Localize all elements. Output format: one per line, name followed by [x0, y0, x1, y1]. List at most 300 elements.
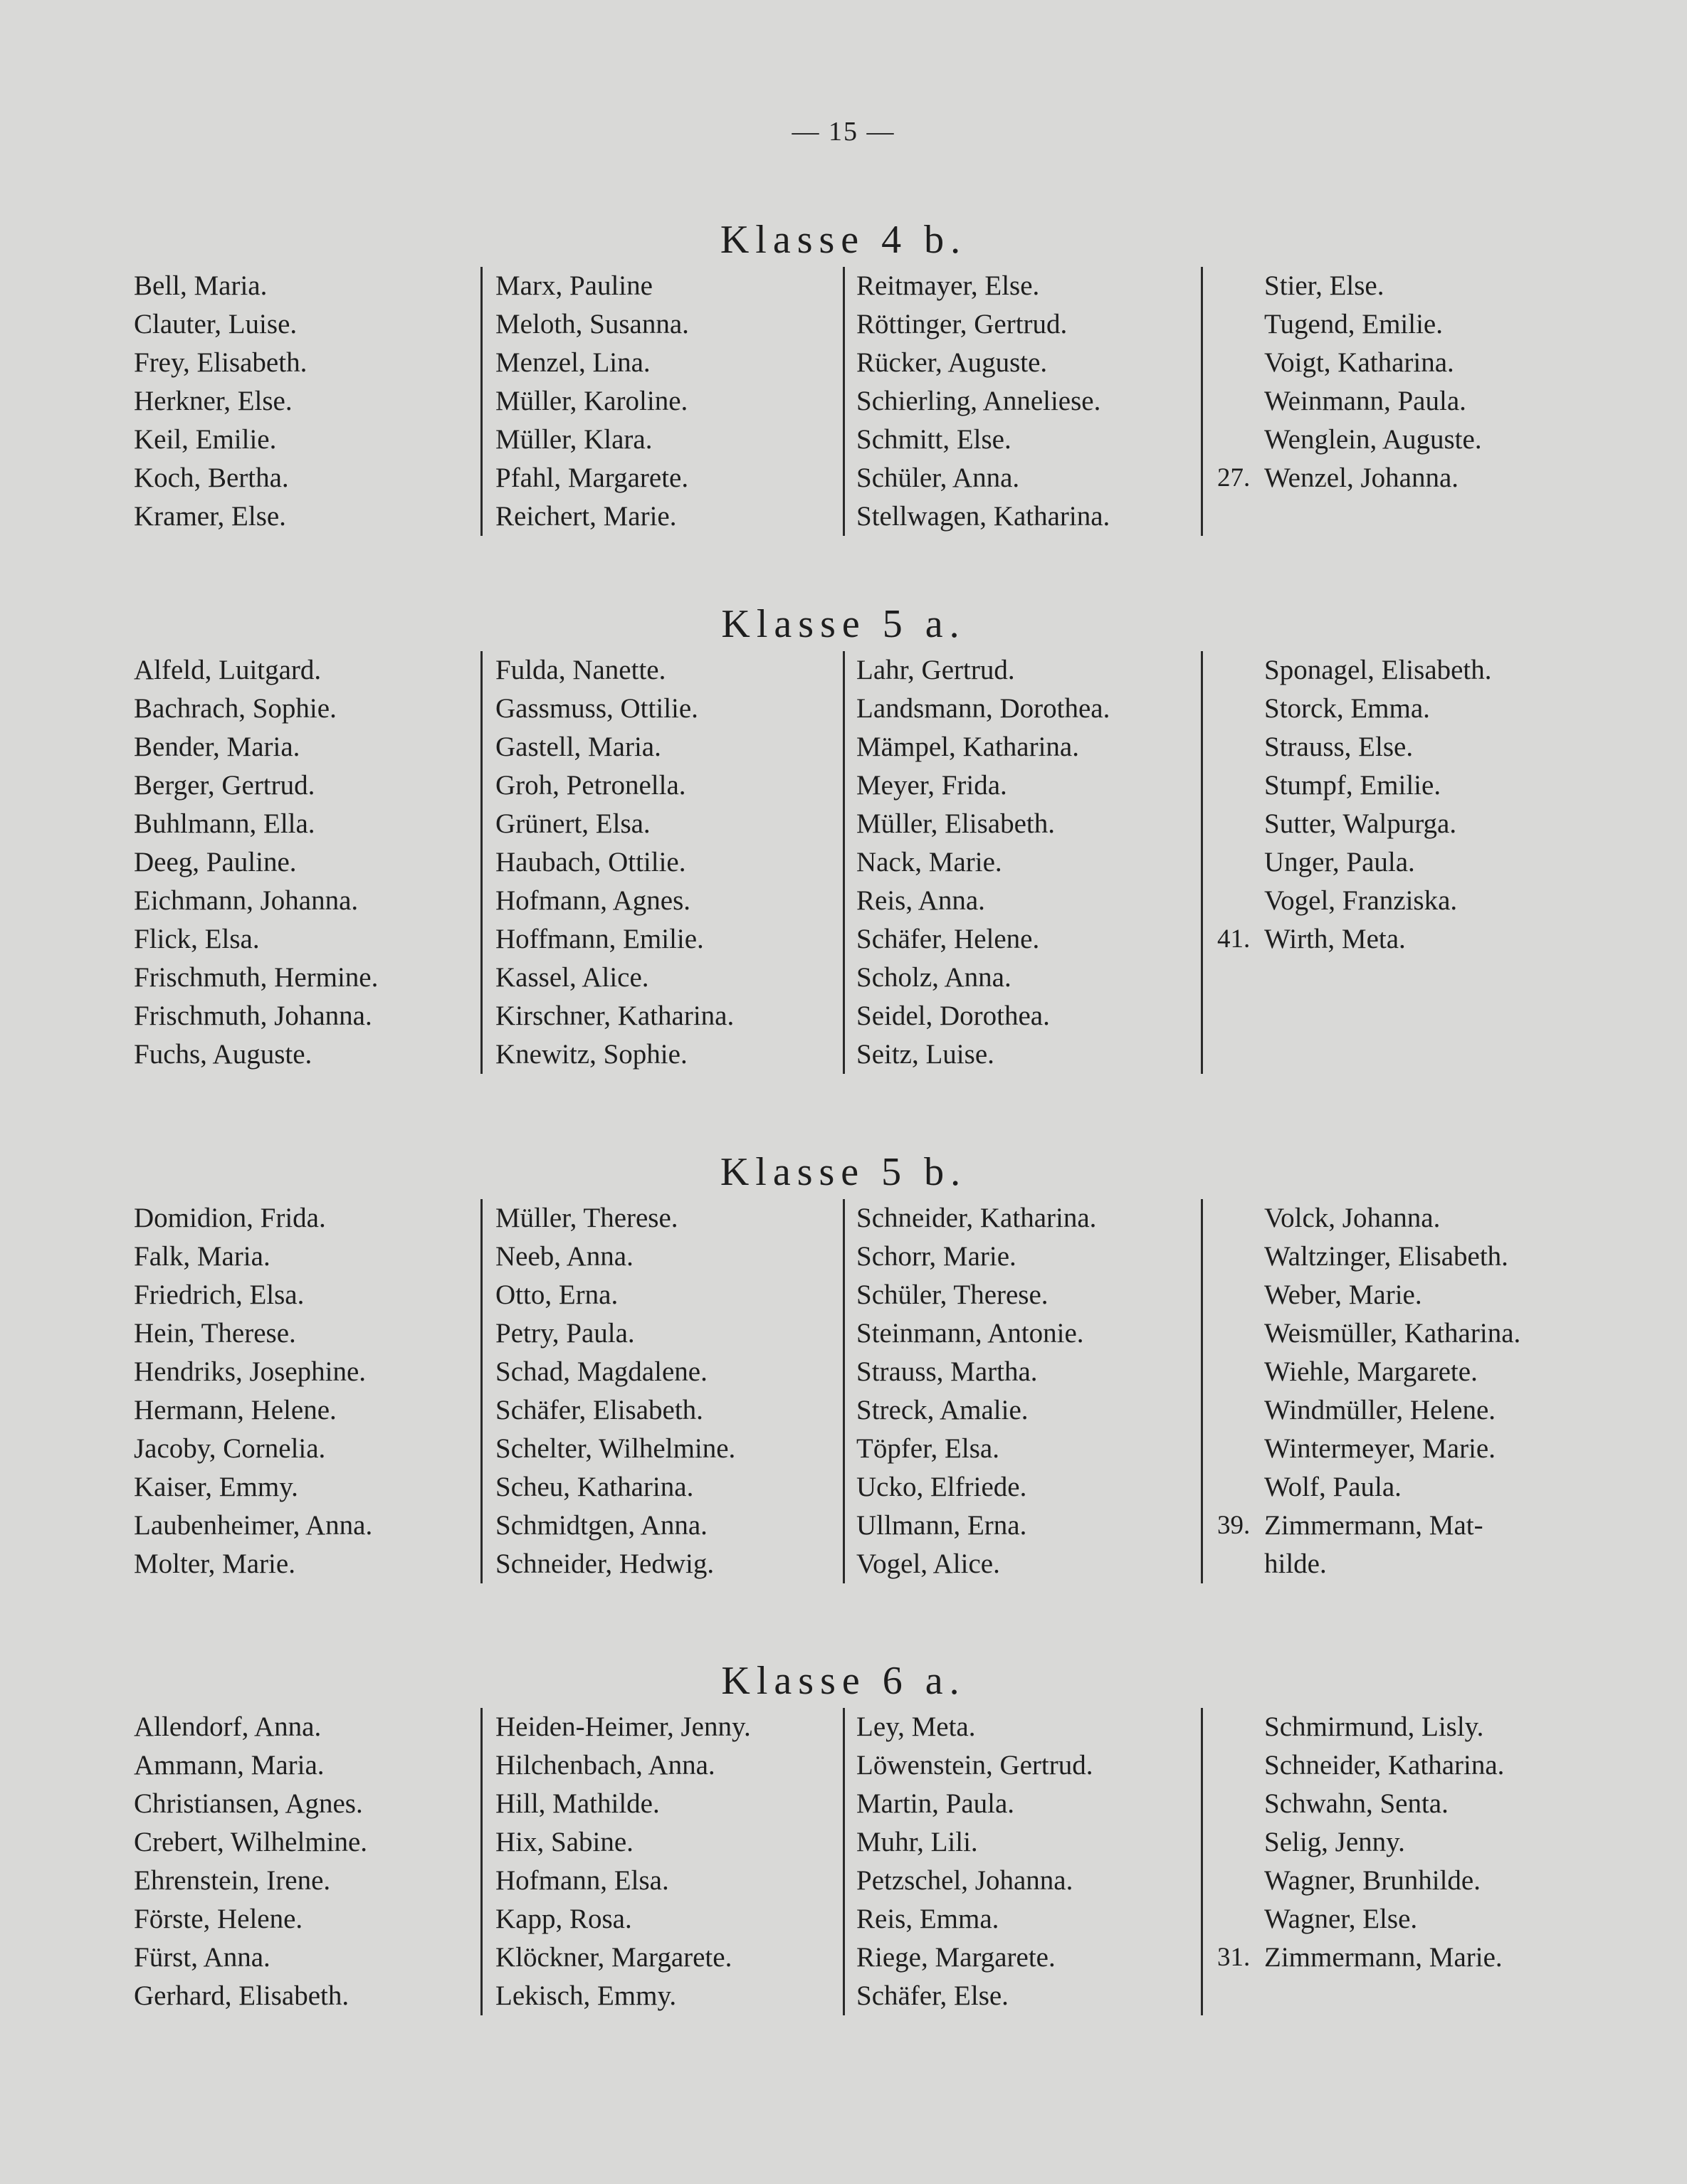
student-name: [495, 1708, 844, 1746]
student-name: [495, 882, 844, 920]
student-name: [1203, 1900, 1602, 1938]
student-name: [1203, 1276, 1602, 1314]
student-name-text: Windmüller, Helene.: [1264, 1395, 1496, 1425]
student-name: [134, 1900, 468, 1938]
student-name: [134, 1238, 468, 1276]
student-name: [1203, 459, 1602, 497]
student-name: [495, 344, 844, 382]
student-name: [134, 882, 468, 920]
student-name: [1203, 305, 1602, 344]
student-name-text: Neeb, Anna.: [495, 1241, 634, 1272]
student-name-text: Kramer, Else.: [134, 501, 286, 532]
student-name: [134, 344, 468, 382]
student-name: [134, 1199, 468, 1238]
student-name: [495, 497, 844, 536]
student-name: [134, 1545, 468, 1583]
column-2: [480, 267, 844, 536]
student-name: [856, 305, 1205, 344]
student-name: [1203, 267, 1602, 305]
student-name: [495, 843, 844, 882]
student-name-text: Hofmann, Agnes.: [495, 885, 691, 916]
student-name: [856, 344, 1205, 382]
student-name-text: Flick, Elsa.: [134, 924, 260, 954]
student-name: [1203, 1823, 1602, 1862]
student-name: [856, 1900, 1205, 1938]
student-name: [495, 1977, 844, 2015]
student-name: [1203, 1430, 1602, 1468]
student-name-text: Knewitz, Sophie.: [495, 1039, 688, 1070]
student-name-text: Röttinger, Gertrud.: [856, 309, 1068, 339]
section-heading: Klasse 5 a.: [721, 602, 966, 646]
student-name-text: Hein, Therese.: [134, 1318, 296, 1349]
student-name-text: Reis, Anna.: [856, 885, 985, 916]
student-name: [495, 382, 844, 421]
column-1: [134, 651, 468, 1074]
student-name-text: Wagner, Else.: [1264, 1904, 1418, 1934]
student-name: [1203, 1746, 1602, 1785]
student-name: [1203, 1862, 1602, 1900]
student-name: [856, 1035, 1205, 1074]
student-name: [856, 1823, 1205, 1862]
student-name-text: Zimmermann, Mat-: [1264, 1510, 1483, 1541]
student-name-text: Sutter, Walpurga.: [1264, 808, 1457, 839]
student-name: [856, 651, 1205, 690]
student-name-text: Wagner, Brunhilde.: [1264, 1865, 1481, 1896]
student-name-text: Stumpf, Emilie.: [1264, 770, 1441, 801]
student-name: [1203, 843, 1602, 882]
student-name: [856, 1430, 1205, 1468]
student-name-text: Landsmann, Dorothea.: [856, 693, 1110, 724]
student-name-text: Müller, Elisabeth.: [856, 808, 1055, 839]
student-name-text: Jacoby, Cornelia.: [134, 1433, 326, 1464]
student-name-text: Hermann, Helene.: [134, 1395, 337, 1425]
student-name: [856, 959, 1205, 997]
student-name: [1203, 1468, 1602, 1507]
student-name-text: Weinmann, Paula.: [1264, 386, 1466, 416]
student-name-text: Schäfer, Helene.: [856, 924, 1040, 954]
student-name-text: Steinmann, Antonie.: [856, 1318, 1084, 1349]
student-name-text: Unger, Paula.: [1264, 847, 1415, 877]
student-name-text: Bachrach, Sophie.: [134, 693, 337, 724]
student-name: [856, 1276, 1205, 1314]
student-name: [856, 382, 1205, 421]
student-name-text: Gastell, Maria.: [495, 732, 661, 762]
column-4: [1201, 651, 1602, 1074]
student-name-text: Kirschner, Katharina.: [495, 1001, 735, 1031]
student-name-text: Stellwagen, Katharina.: [856, 501, 1110, 532]
student-name-text: Keil, Emilie.: [134, 424, 277, 455]
student-name: [856, 1199, 1205, 1238]
student-name: [134, 459, 468, 497]
student-name: [856, 421, 1205, 459]
student-name-text: Weismüller, Katharina.: [1264, 1318, 1521, 1349]
student-name: [134, 1708, 468, 1746]
student-name-text: Schneider, Hedwig.: [495, 1549, 715, 1579]
student-name-text: Vogel, Alice.: [856, 1549, 1000, 1579]
column-2: [480, 1199, 844, 1583]
student-name: [856, 459, 1205, 497]
student-name-text: Fulda, Nanette.: [495, 655, 666, 685]
student-name: [495, 1238, 844, 1276]
student-name-text: Menzel, Lina.: [495, 347, 651, 378]
student-name-text: Schüler, Therese.: [856, 1280, 1049, 1310]
student-name: [134, 651, 468, 690]
student-name: [134, 1391, 468, 1430]
student-name-text: Martin, Paula.: [856, 1788, 1015, 1819]
student-name-text: Gassmuss, Ottilie.: [495, 693, 698, 724]
student-name-text: Voigt, Katharina.: [1264, 347, 1454, 378]
column-2: [480, 651, 844, 1074]
student-name-text: Falk, Maria.: [134, 1241, 270, 1272]
student-name-text: Schierling, Anneliese.: [856, 386, 1101, 416]
student-name: [495, 1199, 844, 1238]
student-name-text: Kassel, Alice.: [495, 962, 649, 993]
student-name: [495, 459, 844, 497]
student-name: [1203, 1314, 1602, 1353]
student-name-text: Scholz, Anna.: [856, 962, 1011, 993]
student-name-text: Berger, Gertrud.: [134, 770, 315, 801]
student-name-text: Hix, Sabine.: [495, 1827, 634, 1857]
student-name: [1203, 920, 1602, 959]
student-name: [856, 843, 1205, 882]
student-name-text: Frey, Elisabeth.: [134, 347, 308, 378]
student-name-text: Scheu, Katharina.: [495, 1472, 694, 1502]
student-name-text: Hill, Mathilde.: [495, 1788, 660, 1819]
student-name: [1203, 766, 1602, 805]
student-name-text: Heiden-Heimer, Jenny.: [495, 1711, 751, 1742]
student-name-text: Zimmermann, Marie.: [1264, 1942, 1503, 1973]
student-name-text: Seidel, Dorothea.: [856, 1001, 1050, 1031]
student-name-text: Schmidtgen, Anna.: [495, 1510, 708, 1541]
student-name-text: Petzschel, Johanna.: [856, 1865, 1073, 1896]
student-name-text: Nack, Marie.: [856, 847, 1002, 877]
student-name-text: Laubenheimer, Anna.: [134, 1510, 373, 1541]
student-name: [495, 690, 844, 728]
student-name: [495, 1276, 844, 1314]
student-name-text: hilde.: [1264, 1549, 1327, 1579]
column-2: [480, 1708, 844, 2015]
student-name: [134, 728, 468, 766]
student-name: [856, 728, 1205, 766]
student-name: [134, 497, 468, 536]
student-name-text: Schneider, Katharina.: [856, 1203, 1097, 1233]
student-name-text: Lahr, Gertrud.: [856, 655, 1015, 685]
student-name: [134, 1823, 468, 1862]
student-name-text: Fuchs, Auguste.: [134, 1039, 312, 1070]
student-name: [1203, 882, 1602, 920]
student-name-text: Frischmuth, Hermine.: [134, 962, 379, 993]
student-name: [1203, 1708, 1602, 1746]
section-heading: Klasse 5 b.: [720, 1150, 967, 1194]
column-3: [843, 1199, 1205, 1583]
student-name: [134, 1468, 468, 1507]
student-name: [495, 1823, 844, 1862]
student-name-text: Schmirmund, Lisly.: [1264, 1711, 1484, 1742]
student-name: [856, 1785, 1205, 1823]
student-name-text: Müller, Karoline.: [495, 386, 688, 416]
student-name: [856, 1353, 1205, 1391]
student-name-text: Riege, Margarete.: [856, 1942, 1056, 1973]
student-name-text: Buhlmann, Ella.: [134, 808, 315, 839]
student-name: [495, 1746, 844, 1785]
student-name: [1203, 382, 1602, 421]
student-name-text: Ehrenstein, Irene.: [134, 1865, 331, 1896]
student-name-text: Otto, Erna.: [495, 1280, 619, 1310]
class-total-count: 31.: [1217, 1943, 1251, 1972]
student-name: [495, 959, 844, 997]
student-name-text: Ucko, Elfriede.: [856, 1472, 1027, 1502]
student-name-text: Meloth, Susanna.: [495, 309, 689, 339]
student-name-text: Schmitt, Else.: [856, 424, 1011, 455]
column-1: [134, 1199, 468, 1583]
student-name: [856, 690, 1205, 728]
student-name-text: Rücker, Auguste.: [856, 347, 1048, 378]
student-name-text: Frischmuth, Johanna.: [134, 1001, 372, 1031]
student-name-text: Grünert, Elsa.: [495, 808, 651, 839]
student-name-text: Schäfer, Elisabeth.: [495, 1395, 703, 1425]
student-name-text: Storck, Emma.: [1264, 693, 1430, 724]
student-name: [134, 1035, 468, 1074]
student-name: [134, 1276, 468, 1314]
student-name: [134, 1862, 468, 1900]
student-name-text: Eichmann, Johanna.: [134, 885, 359, 916]
student-name-text: Lekisch, Emmy.: [495, 1980, 677, 2011]
student-name-text: Reitmayer, Else.: [856, 270, 1040, 301]
column-1: [134, 1708, 468, 2015]
student-name: [856, 1938, 1205, 1977]
student-name-text: Muhr, Lili.: [856, 1827, 978, 1857]
student-name: [134, 959, 468, 997]
student-name-text: Bender, Maria.: [134, 732, 300, 762]
student-name-text: Reichert, Marie.: [495, 501, 677, 532]
student-name: [856, 1708, 1205, 1746]
student-name: [134, 1430, 468, 1468]
class-total-count: 27.: [1217, 463, 1251, 492]
student-name-text: Müller, Klara.: [495, 424, 653, 455]
student-name-text: Wintermeyer, Marie.: [1264, 1433, 1496, 1464]
student-name-text: Stier, Else.: [1264, 270, 1384, 301]
student-name-text: Müller, Therese.: [495, 1203, 678, 1233]
student-name-text: Waltzinger, Elisabeth.: [1264, 1241, 1508, 1272]
student-name: [856, 1314, 1205, 1353]
student-name-text: Hofmann, Elsa.: [495, 1865, 669, 1896]
student-name: [134, 1785, 468, 1823]
student-name: [134, 1507, 468, 1545]
student-name: [1203, 1353, 1602, 1391]
student-name-text: Schad, Magdalene.: [495, 1356, 708, 1387]
student-name: [134, 1938, 468, 1977]
section-heading: Klasse 4 b.: [720, 218, 967, 262]
student-name: [856, 1862, 1205, 1900]
student-name: [134, 1314, 468, 1353]
class-total-count: 39.: [1217, 1511, 1251, 1540]
student-name: [856, 267, 1205, 305]
student-name: [134, 1353, 468, 1391]
student-name: [1203, 1238, 1602, 1276]
student-name-text: Wenglein, Auguste.: [1264, 424, 1482, 455]
student-name-text: Ammann, Maria.: [134, 1750, 325, 1781]
student-name: [856, 1238, 1205, 1276]
student-name-text: Crebert, Wilhelmine.: [134, 1827, 368, 1857]
student-name-text: Koch, Bertha.: [134, 463, 289, 493]
student-name-text: Wenzel, Johanna.: [1264, 463, 1459, 493]
student-name-text: Schäfer, Else.: [856, 1980, 1009, 2011]
student-name: [856, 766, 1205, 805]
student-name: [134, 843, 468, 882]
column-4: [1201, 1708, 1602, 2015]
student-name: [1203, 728, 1602, 766]
student-name-text: Selig, Jenny.: [1264, 1827, 1405, 1857]
student-name-text: Domidion, Frida.: [134, 1203, 326, 1233]
student-name-text: Kaiser, Emmy.: [134, 1472, 298, 1502]
student-name: [856, 1746, 1205, 1785]
student-name: [495, 766, 844, 805]
student-name: [1203, 1785, 1602, 1823]
student-name: [495, 1938, 844, 1977]
student-name-text: Töpfer, Elsa.: [856, 1433, 999, 1464]
column-3: [843, 1708, 1205, 2015]
student-name: [134, 382, 468, 421]
column-1: [134, 267, 468, 536]
student-name: [134, 766, 468, 805]
column-4: [1201, 267, 1602, 536]
student-name-text: Molter, Marie.: [134, 1549, 295, 1579]
student-name-text: Schorr, Marie.: [856, 1241, 1016, 1272]
student-name: [134, 1746, 468, 1785]
student-name: [856, 1507, 1205, 1545]
student-name: [495, 267, 844, 305]
student-name: [856, 920, 1205, 959]
column-3: [843, 651, 1205, 1074]
student-name: [856, 805, 1205, 843]
student-name: [1203, 1545, 1602, 1583]
student-name: [1203, 651, 1602, 690]
student-name-text: Schüler, Anna.: [856, 463, 1020, 493]
student-name: [1203, 1507, 1602, 1545]
student-name-text: Clauter, Luise.: [134, 309, 298, 339]
student-name: [1203, 690, 1602, 728]
student-name: [495, 997, 844, 1035]
student-name-text: Pfahl, Margarete.: [495, 463, 689, 493]
column-3: [843, 267, 1205, 536]
student-name-text: Wirth, Meta.: [1264, 924, 1406, 954]
student-name-text: Seitz, Luise.: [856, 1039, 994, 1070]
student-name-text: Deeg, Pauline.: [134, 847, 297, 877]
student-name: [134, 805, 468, 843]
student-name-text: Mämpel, Katharina.: [856, 732, 1079, 762]
student-name: [495, 1314, 844, 1353]
student-name: [495, 1507, 844, 1545]
student-name: [495, 1353, 844, 1391]
student-name: [134, 690, 468, 728]
student-name-text: Kapp, Rosa.: [495, 1904, 632, 1934]
student-name-text: Tugend, Emilie.: [1264, 309, 1443, 339]
student-name-text: Ullmann, Erna.: [856, 1510, 1027, 1541]
student-name: [134, 421, 468, 459]
student-name: [495, 305, 844, 344]
student-name-text: Schwahn, Senta.: [1264, 1788, 1449, 1819]
student-name: [134, 997, 468, 1035]
student-name: [495, 1900, 844, 1938]
student-name: [856, 1545, 1205, 1583]
student-name: [495, 1391, 844, 1430]
student-name: [495, 1430, 844, 1468]
student-name: [1203, 805, 1602, 843]
class-total-count: 41.: [1217, 924, 1251, 954]
student-name-text: Groh, Petronella.: [495, 770, 686, 801]
student-name: [495, 651, 844, 690]
student-name-text: Strauss, Martha.: [856, 1356, 1038, 1387]
student-name: [856, 497, 1205, 536]
student-name: [1203, 1199, 1602, 1238]
student-name: [856, 1977, 1205, 2015]
student-name-text: Allendorf, Anna.: [134, 1711, 322, 1742]
student-name: [495, 728, 844, 766]
section-heading: Klasse 6 a.: [721, 1659, 966, 1703]
student-name-text: Fürst, Anna.: [134, 1942, 270, 1973]
student-name: [495, 1862, 844, 1900]
column-4: [1201, 1199, 1602, 1583]
student-name-text: Strauss, Else.: [1264, 732, 1414, 762]
student-name: [495, 1545, 844, 1583]
student-name-text: Marx, Pauline: [495, 270, 653, 301]
student-name-text: Hendriks, Josephine.: [134, 1356, 367, 1387]
student-name: [856, 1468, 1205, 1507]
student-name-text: Reis, Emma.: [856, 1904, 999, 1934]
student-name: [856, 997, 1205, 1035]
student-name-text: Streck, Amalie.: [856, 1395, 1029, 1425]
student-name: [495, 1468, 844, 1507]
student-name-text: Wolf, Paula.: [1264, 1472, 1402, 1502]
student-name-text: Löwenstein, Gertrud.: [856, 1750, 1093, 1781]
student-name: [134, 920, 468, 959]
student-name-text: Alfeld, Luitgard.: [134, 655, 322, 685]
student-name-text: Friedrich, Elsa.: [134, 1280, 305, 1310]
student-name-text: Förste, Helene.: [134, 1904, 303, 1934]
student-name-text: Petry, Paula.: [495, 1318, 635, 1349]
page-number: — 15 —: [792, 117, 895, 147]
student-name: [495, 1785, 844, 1823]
student-name: [856, 882, 1205, 920]
student-name: [495, 1035, 844, 1074]
student-name-text: Volck, Johanna.: [1264, 1203, 1441, 1233]
student-name-text: Ley, Meta.: [856, 1711, 976, 1742]
student-name-text: Sponagel, Elisabeth.: [1264, 655, 1492, 685]
student-name: [134, 1977, 468, 2015]
student-name: [495, 805, 844, 843]
student-name-text: Meyer, Frida.: [856, 770, 1007, 801]
student-name-text: Vogel, Franziska.: [1264, 885, 1458, 916]
student-name: [495, 920, 844, 959]
student-name-text: Hilchenbach, Anna.: [495, 1750, 715, 1781]
student-name-text: Schneider, Katharina.: [1264, 1750, 1505, 1781]
student-name: [1203, 421, 1602, 459]
student-name: [856, 1391, 1205, 1430]
student-name-text: Weber, Marie.: [1264, 1280, 1422, 1310]
student-name-text: Hoffmann, Emilie.: [495, 924, 704, 954]
student-name-text: Haubach, Ottilie.: [495, 847, 686, 877]
student-name: [1203, 1938, 1602, 1977]
student-name-text: Wiehle, Margarete.: [1264, 1356, 1478, 1387]
student-name: [1203, 344, 1602, 382]
student-name: [134, 305, 468, 344]
student-name: [1203, 1391, 1602, 1430]
student-name-text: Schelter, Wilhelmine.: [495, 1433, 736, 1464]
student-name-text: Christiansen, Agnes.: [134, 1788, 363, 1819]
student-name-text: Bell, Maria.: [134, 270, 268, 301]
student-name-text: Klöckner, Margarete.: [495, 1942, 732, 1973]
student-name-text: Gerhard, Elisabeth.: [134, 1980, 350, 2011]
